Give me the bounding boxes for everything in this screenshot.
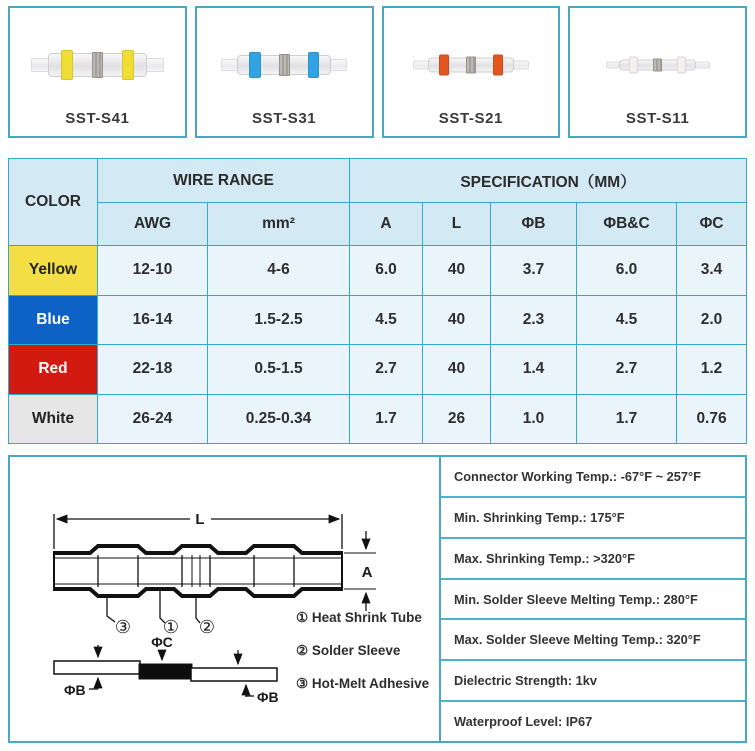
awg-cell: 26-24 [98, 394, 208, 444]
col-header-specification: SPECIFICATION（MM） [350, 159, 747, 203]
spec-item-min-shrinking-temp: Min. Shrinking Temp.: 175°F [441, 498, 745, 539]
spec-item-max-shrinking-temp: Max. Shrinking Temp.: >320°F [441, 539, 745, 580]
phi-c-cell: 1.2 [677, 345, 747, 395]
product-card-sst-s41 [8, 6, 187, 138]
mm2-cell: 0.25-0.34 [208, 394, 350, 444]
color-swatch-cell: Blue [9, 295, 98, 345]
phi-c-cell: 2.0 [677, 295, 747, 345]
a-cell: 1.7 [350, 394, 423, 444]
connector-image-blue [222, 55, 346, 75]
product-cards-row [8, 6, 747, 138]
dim-l-label: L [195, 511, 205, 528]
product-card-sst-s31 [195, 6, 374, 138]
connector-image-yellow [32, 53, 162, 77]
adhesive-band [122, 50, 134, 80]
product-model-label: SST-S41 [65, 110, 130, 127]
spec-item-min-solder-melting-temp: Min. Solder Sleeve Melting Temp.: 280°F [441, 580, 745, 621]
dim-phi-c-label: ΦC [151, 634, 173, 650]
product-model-label: SST-S31 [252, 110, 317, 127]
connector-end [413, 61, 429, 69]
connector-end [31, 58, 49, 71]
product-model-label: SST-S11 [625, 110, 690, 127]
dim-phi-b-right-label: ΦB [257, 689, 279, 705]
a-cell: 2.7 [350, 345, 423, 395]
legend-solder-sleeve: ② Solder Sleeve [296, 643, 401, 658]
col-header-mm2: mm² [208, 203, 350, 246]
connector-end [330, 59, 347, 70]
adhesive-band [677, 57, 686, 74]
spec-item-dielectric-strength: Dielectric Strength: 1kv [441, 661, 745, 702]
awg-cell: 22-18 [98, 345, 208, 395]
table-row-yellow [9, 246, 747, 296]
solder-sleeve-band [466, 57, 476, 74]
mm2-cell: 4-6 [208, 246, 350, 296]
l-cell: 40 [423, 246, 491, 296]
table-row-blue [9, 295, 747, 345]
phi-bc-cell: 1.7 [577, 394, 677, 444]
details-panel [8, 455, 747, 743]
connector-image-white [607, 60, 709, 71]
mm2-cell: 1.5-2.5 [208, 295, 350, 345]
a-cell: 6.0 [350, 246, 423, 296]
color-swatch-cell: White [9, 394, 98, 444]
adhesive-band [439, 55, 449, 76]
phi-b-cell: 1.0 [491, 394, 577, 444]
col-header-a: A [350, 203, 423, 246]
table-row-white [9, 394, 747, 444]
spec-table [8, 158, 747, 444]
adhesive-band [629, 57, 638, 74]
l-cell: 40 [423, 345, 491, 395]
callout-3-marker: ③ [114, 617, 132, 637]
color-swatch-cell: Yellow [9, 246, 98, 296]
product-card-sst-s11 [568, 6, 747, 138]
color-swatch-cell: Red [9, 345, 98, 395]
col-header-awg: AWG [98, 203, 208, 246]
connector-end [145, 58, 163, 71]
phi-bc-cell: 4.5 [577, 295, 677, 345]
temperature-specs-list [439, 457, 745, 741]
spec-item-waterproof-level: Waterproof Level: IP67 [454, 714, 593, 730]
a-cell: 4.5 [350, 295, 423, 345]
callout-2-marker: ② [198, 617, 216, 637]
connector-end [221, 59, 238, 70]
phi-b-cell: 2.3 [491, 295, 577, 345]
phi-c-cell: 3.4 [677, 246, 747, 296]
legend-heat-shrink-tube: ① Heat Shrink Tube [296, 610, 422, 625]
mm2-cell: 0.5-1.5 [208, 345, 350, 395]
connector-dimension-diagram [10, 457, 439, 741]
solder-sleeve-band [653, 59, 662, 72]
product-card-sst-s21 [382, 6, 561, 138]
connector-end [695, 62, 709, 68]
spec-item-max-solder-melting-temp: Max. Solder Sleeve Melting Temp.: 320°F [441, 620, 745, 661]
col-header-l: L [423, 203, 491, 246]
phi-b-cell: 3.7 [491, 246, 577, 296]
l-cell: 26 [423, 394, 491, 444]
table-row-red [9, 345, 747, 395]
l-cell: 40 [423, 295, 491, 345]
adhesive-band [308, 52, 319, 78]
phi-bc-cell: 6.0 [577, 246, 677, 296]
connector-image-red [414, 58, 528, 73]
product-model-label: SST-S21 [438, 110, 503, 127]
solder-sleeve-band [279, 54, 290, 76]
col-header-wire-range: WIRE RANGE [98, 159, 350, 203]
col-header-phi-bc: ΦB&C [577, 203, 677, 246]
dim-a-label: A [361, 564, 373, 581]
phi-bc-cell: 2.7 [577, 345, 677, 395]
connector-end [513, 61, 529, 69]
col-header-phi-c: ΦC [677, 203, 747, 246]
solder-sleeve-band [92, 52, 104, 78]
awg-cell: 16-14 [98, 295, 208, 345]
legend-hot-melt-adhesive: ③ Hot-Melt Adhesive [296, 676, 430, 691]
adhesive-band [493, 55, 503, 76]
adhesive-band [249, 52, 260, 78]
col-header-phi-b: ΦB [491, 203, 577, 246]
col-header-color: COLOR [9, 159, 98, 246]
adhesive-band [61, 50, 73, 80]
phi-b-cell: 1.4 [491, 345, 577, 395]
connector-end [606, 62, 620, 68]
awg-cell: 12-10 [98, 246, 208, 296]
spec-item-working-temp: Connector Working Temp.: -67°F ~ 257°F [441, 457, 745, 498]
callout-1-marker: ① [162, 617, 180, 637]
dim-phi-b-left-label: ΦB [64, 682, 86, 698]
phi-c-cell: 0.76 [677, 394, 747, 444]
